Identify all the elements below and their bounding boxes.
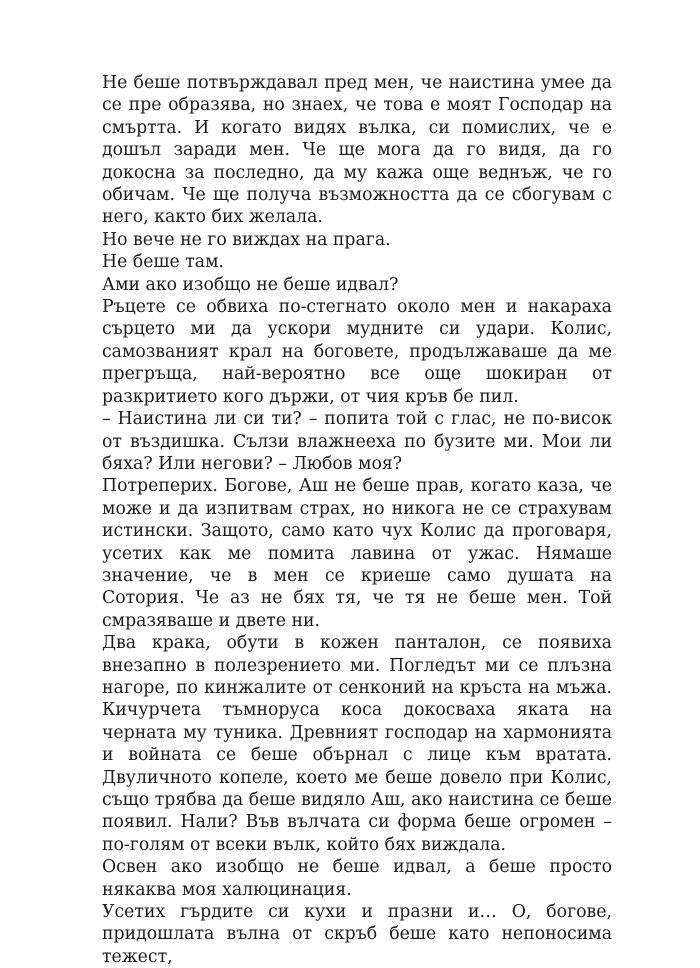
paragraph: Ръцете се обвиха по-стегнато около мен и накараха сърцето ми да ускори мудните си удари. Колис, самозваният крал на боговете, продължаваше да ме прегръща, най-вероятно все още шокиран от разкритието кого държи, от чия кръв бе пил. bbox=[102, 297, 612, 407]
paragraph: Потреперих. Богове, Аш не беше прав, когато каза, че може и да изпитвам страх, но никога не се страхувам истински. Защото, само като чух Колис да проговаря, усетих как ме помита лавина от ужас. Нямаше значение, че в мен се криеше само душата на Сотория. Че аз не бях тя, че тя не беше мен. Той смразяваше и двете ни. bbox=[102, 476, 612, 631]
paragraph: Не беше там. bbox=[102, 252, 225, 273]
paragraph: Освен ако изобщо не беше идвал, а беше просто някаква моя халюцинация. bbox=[102, 857, 612, 900]
body-text bbox=[102, 72, 612, 968]
paragraph: Не беше потвърждавал пред мен, че наистина умее да се пре образява, но знаех, че това е моят Господар на смъртта. И когато видях вълка, си помислих, че е дошъл заради мен. Че ще мога да го видя, да го докосна за последно, да му кажа още веднъж, че го обичам. Че ще получа възможността да се сбогувам с него, както бих желала. bbox=[102, 73, 612, 228]
paragraph: – Наистина ли си ти? – попита той с глас, не по-висок от въздишка. Сълзи влажнееха по бузите ми. Мои ли бяха? Или негови? – Любов моя? bbox=[102, 409, 612, 474]
paragraph: Два крака, обути в кожен панталон, се появиха внезапно в полезрението ми. Погледът ми се плъзна нагоре, по кинжалите от сенконий на кръста на мъжа. Кичурчета тъмноруса коса докосваха яката на черната му туника. Древният господар на хармонията и войната се беше обърнал с лице към вратата. Двуличното копеле, което ме беше довело при Колис, също трябва да беше видяло Аш, ако наистина се беше появил. Нали? Във вълчата си форма беше огромен – по-голям от всеки вълк, който бях виждала. bbox=[102, 633, 612, 855]
paragraph: Ами ако изобщо не беше идвал? bbox=[102, 274, 399, 295]
paragraph: Усетих гърдите си кухи и празни и… О, богове, придошлата вълна от скръб беше като непоносима тежест, bbox=[102, 902, 612, 967]
paragraph: Но вече не го виждах на прага. bbox=[102, 229, 391, 250]
